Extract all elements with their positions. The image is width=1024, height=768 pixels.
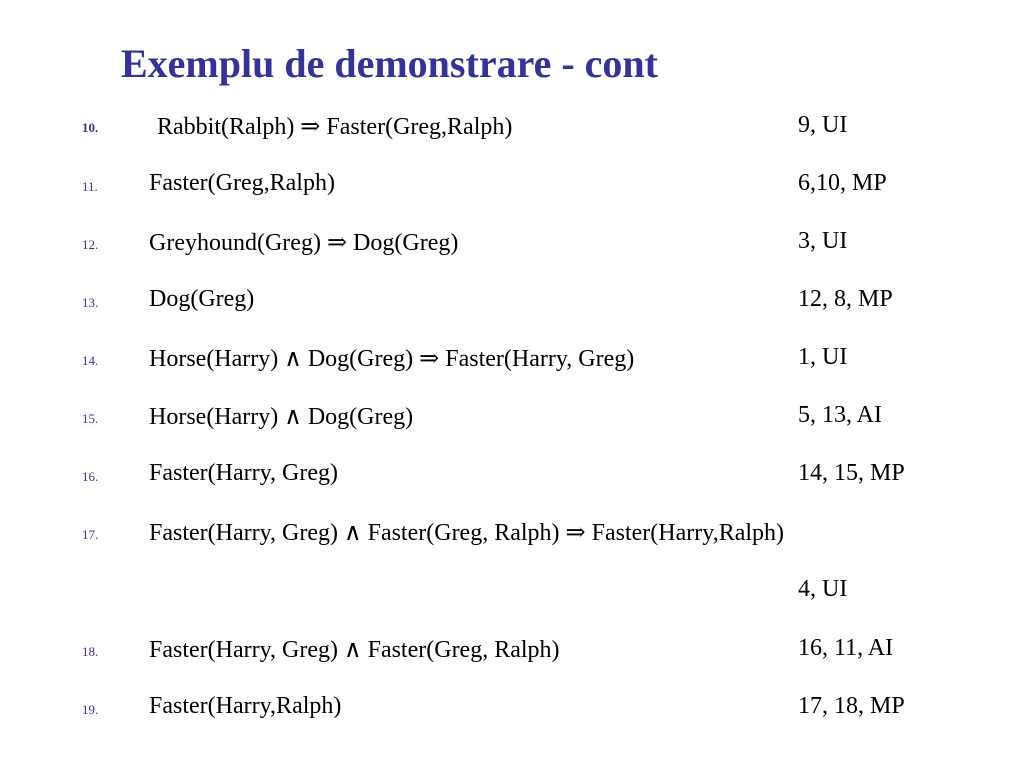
step-justification: 16, 11, AI xyxy=(798,635,894,661)
step-number: 16. xyxy=(82,469,99,484)
step-formula: Faster(Harry, Greg) ∧ Faster(Greg, Ralph) ⇒ Faster(Harry,Ralph) xyxy=(149,520,785,546)
step-formula: Rabbit(Ralph) ⇒ Faster(Greg,Ralph) xyxy=(157,114,513,140)
step-number: 14. xyxy=(82,353,99,368)
step-number: 11. xyxy=(82,179,98,194)
step-justification: 1, UI xyxy=(798,344,848,370)
step-formula: Faster(Harry,Ralph) xyxy=(149,693,342,719)
step-number: 19. xyxy=(82,702,99,717)
step-formula: Greyhound(Greg) ⇒ Dog(Greg) xyxy=(149,230,459,256)
step-justification: 4, UI xyxy=(798,576,848,602)
step-justification: 17, 18, MP xyxy=(798,693,905,719)
step-justification: 6,10, MP xyxy=(798,170,887,196)
step-justification: 5, 13, AI xyxy=(798,402,882,428)
slide-title: Exemplu de demonstrare - cont xyxy=(121,41,658,86)
step-formula: Faster(Harry, Greg) ∧ Faster(Greg, Ralph) xyxy=(149,637,560,663)
step-number: 18. xyxy=(82,644,99,659)
step-formula: Dog(Greg) xyxy=(149,286,255,312)
step-number: 17. xyxy=(82,527,99,542)
step-formula: Faster(Harry, Greg) xyxy=(149,460,339,486)
step-justification: 14, 15, MP xyxy=(798,460,905,486)
step-justification: 3, UI xyxy=(798,228,848,254)
step-formula: Faster(Greg,Ralph) xyxy=(149,170,335,196)
step-justification: 12, 8, MP xyxy=(798,286,893,312)
step-number: 15. xyxy=(82,411,99,426)
step-formula: Horse(Harry) ∧ Dog(Greg) ⇒ Faster(Harry, Greg) xyxy=(149,346,635,372)
step-number: 10. xyxy=(82,120,99,135)
step-number: 13. xyxy=(82,295,99,310)
step-number: 12. xyxy=(82,237,99,252)
step-formula: Horse(Harry) ∧ Dog(Greg) xyxy=(149,404,414,430)
step-justification: 9, UI xyxy=(798,112,848,138)
